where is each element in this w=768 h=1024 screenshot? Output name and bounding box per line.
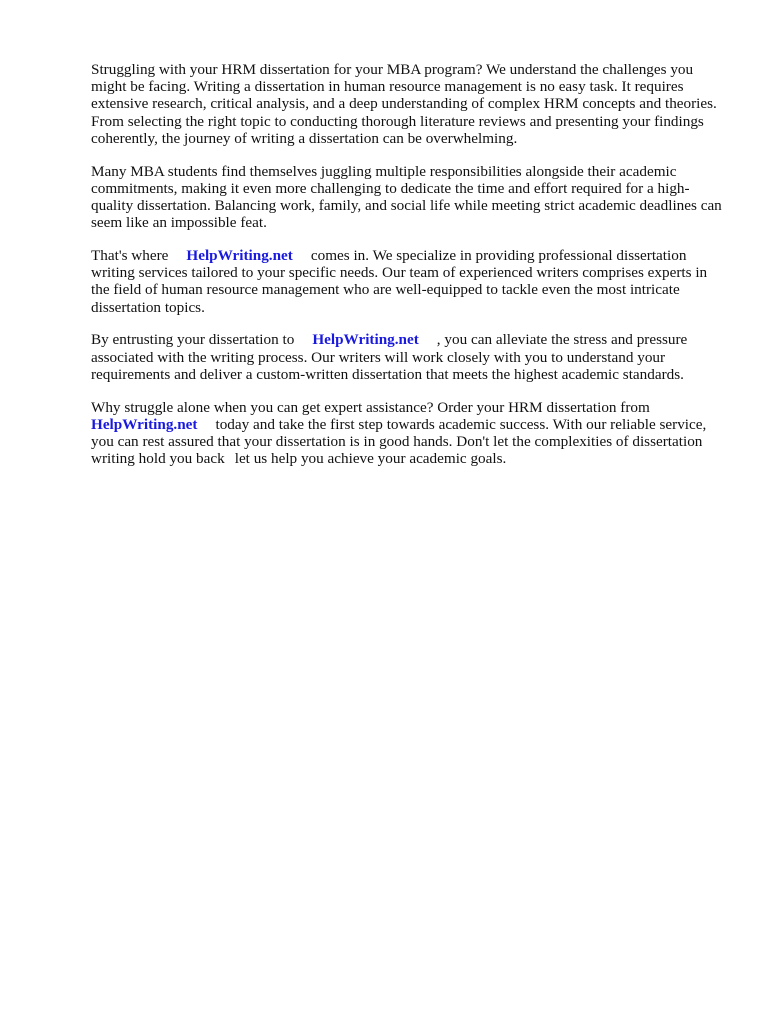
document-body	[91, 61, 723, 483]
helpwriting-link-2[interactable]: HelpWriting.net	[312, 331, 419, 349]
paragraph-services-lead: That's where	[91, 247, 169, 265]
paragraph-intro-text: Struggling with your HRM dissertation for your MBA program? We understand the challenges you might be facing. Writing a dissertation in human resource management is no easy task. It requires extensive research, critical analysis, and a deep understanding of complex HRM concepts and theories. From selecting the right topic to conducting thorough literature reviews and presenting your findings coherently, the journey of writing a dissertation can be overwhelming.	[91, 61, 717, 147]
paragraph-challenges	[91, 163, 723, 232]
paragraph-services-rest: comes in. We specialize in providing professional dissertation writing services tailored to your specific needs. Our team of experienced writers comprises experts in the field of human resource management who are well-equipped to tackle even the most intricate dissertation topics.	[91, 247, 708, 316]
helpwriting-link-3[interactable]: HelpWriting.net	[91, 415, 198, 433]
paragraph-entrusting	[91, 331, 723, 383]
paragraph-entrusting-rest: , you can alleviate the stress and pressure associated with the writing process. Our writers will work closely with you to understand your requirements and deliver a custom-written dissertation that meets the highest academic standards.	[91, 331, 688, 383]
paragraph-call-to-action	[91, 399, 723, 468]
paragraph-challenges-text: Many MBA students find themselves juggling multiple responsibilities alongside their academic commitments, making it even more challenging to dedicate the time and effort required for a high-quality dissertation. Balancing work, family, and social life while meeting strict academic deadlines can seem like an impossible feat.	[91, 162, 722, 232]
paragraph-services	[91, 247, 723, 316]
paragraph-intro	[91, 61, 723, 147]
paragraph-entrusting-lead: By entrusting your dissertation to	[91, 331, 295, 349]
paragraph-cta-middle: today and take the first step towards academic success. With our reliable service, you can rest assured that your dissertation is in good hands. Don't let the complexities of dissertation writing hold you back	[91, 415, 707, 468]
paragraph-cta-end: let us help you achieve your academic goals.	[234, 450, 507, 468]
helpwriting-link-1[interactable]: HelpWriting.net	[186, 247, 293, 265]
paragraph-cta-lead: Why struggle alone when you can get expert assistance? Order your HRM dissertation from	[91, 398, 650, 416]
